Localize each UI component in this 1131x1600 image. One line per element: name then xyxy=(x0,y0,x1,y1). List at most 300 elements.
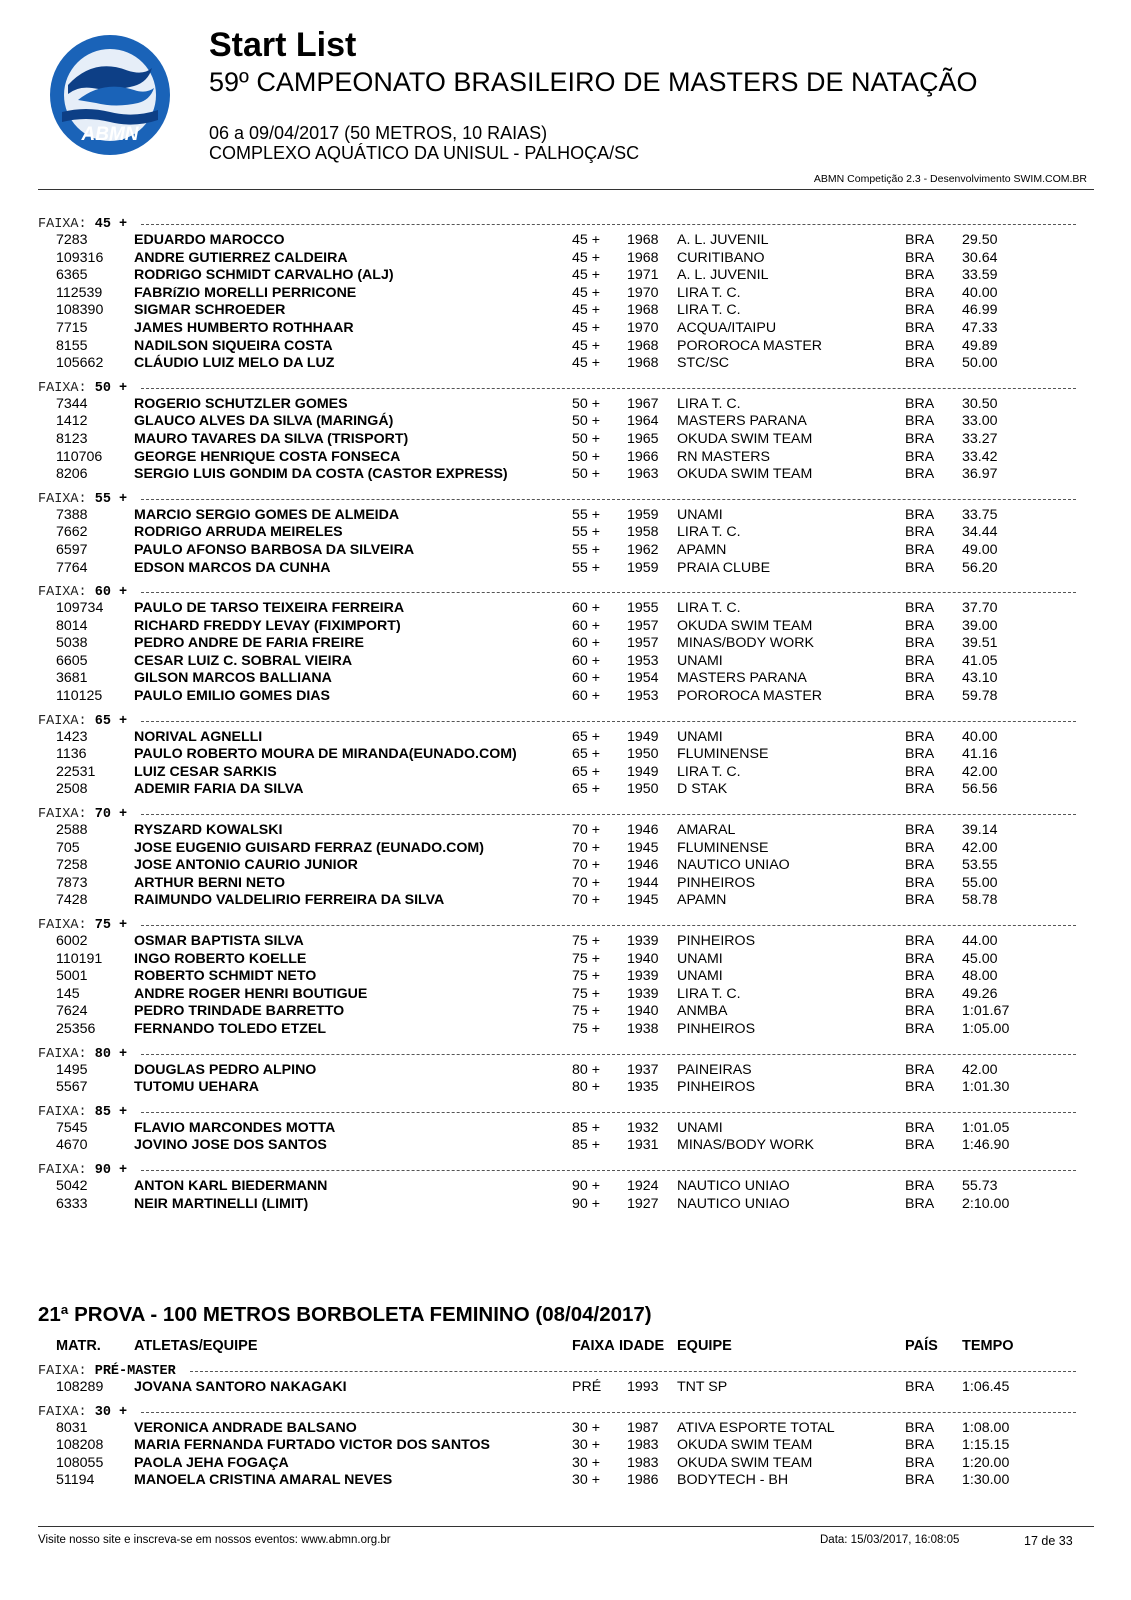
athlete-name: EDSON MARCOS DA CUNHA xyxy=(134,559,331,576)
age-group-value: 75 + xyxy=(94,918,128,933)
group-separator-line xyxy=(141,721,1076,722)
team-name: UNAMI xyxy=(677,506,723,523)
registration-number: 1495 xyxy=(56,1061,88,1078)
group-separator-line xyxy=(141,1054,1076,1055)
athlete-row xyxy=(0,688,1131,706)
athlete-age-group: 65 + xyxy=(572,746,601,763)
age-group-value: 55 + xyxy=(94,491,128,507)
athlete-row xyxy=(0,1437,1131,1455)
athlete-row xyxy=(0,507,1131,525)
country: BRA xyxy=(905,822,935,839)
entry-time: 55.73 xyxy=(962,1177,998,1194)
country: BRA xyxy=(905,355,935,372)
faixa-prefix: FAIXA: xyxy=(38,1404,87,1420)
athlete-name: ADEMIR FARIA DA SILVA xyxy=(134,781,304,798)
age-group-label xyxy=(38,492,127,507)
age-group-value: 70 + xyxy=(94,807,128,823)
athlete-age-group: 75 + xyxy=(572,968,601,985)
entry-time: 1:20.00 xyxy=(962,1454,1010,1471)
group-separator-line xyxy=(141,814,1076,815)
athlete-row xyxy=(0,413,1131,431)
country: BRA xyxy=(905,1177,935,1194)
registration-number: 8155 xyxy=(56,337,88,354)
athlete-name: PAULO DE TARSO TEIXEIRA FERREIRA xyxy=(134,600,405,617)
athlete-age-group: 30 + xyxy=(572,1472,601,1489)
athlete-age-group: 45 + xyxy=(572,267,601,284)
athlete-age-group: 30 + xyxy=(572,1419,601,1436)
athlete-row xyxy=(0,892,1131,910)
athlete-name: RICHARD FREDDY LEVAY (FIXIMPORT) xyxy=(134,617,401,634)
registration-number: 22531 xyxy=(56,763,96,780)
age-group-value: 80 + xyxy=(94,1046,128,1062)
registration-number: 110125 xyxy=(56,688,103,705)
col-header-tempo: TEMPO xyxy=(962,1338,1014,1354)
col-header-faixa: FAIXA xyxy=(572,1338,615,1354)
team-name: LIRA T. C. xyxy=(677,302,741,319)
athlete-age-group: 70 + xyxy=(572,874,601,891)
athlete-name: RODRIGO ARRUDA MEIRELES xyxy=(134,524,343,541)
registration-number: 6597 xyxy=(56,541,88,558)
entry-time: 56.20 xyxy=(962,559,998,576)
registration-number: 110706 xyxy=(56,448,103,465)
entry-time: 33.00 xyxy=(962,413,998,430)
group-separator-line xyxy=(141,388,1076,389)
event-venue: COMPLEXO AQUÁTICO DA UNISUL - PALHOÇA/SC xyxy=(209,143,640,163)
athlete-row xyxy=(0,1472,1131,1490)
team-name: NAUTICO UNIAO xyxy=(677,857,790,874)
abmn-logo xyxy=(48,30,173,160)
registration-number: 145 xyxy=(56,985,80,1002)
athlete-age-group: 60 + xyxy=(572,635,601,652)
athlete-row xyxy=(0,951,1131,969)
age-group-value: PRÉ-MASTER xyxy=(94,1364,176,1379)
birth-year: 1970 xyxy=(627,284,659,301)
age-group-header xyxy=(0,1047,1131,1062)
athlete-name: LUIZ CESAR SARKIS xyxy=(134,763,277,780)
registration-number: 108390 xyxy=(56,302,104,319)
country: BRA xyxy=(905,600,935,617)
entry-time: 1:05.00 xyxy=(962,1020,1010,1037)
age-group-header xyxy=(0,714,1131,729)
country: BRA xyxy=(905,950,935,967)
athlete-row xyxy=(0,431,1131,449)
country: BRA xyxy=(905,968,935,985)
team-name: RN MASTERS xyxy=(677,448,771,465)
athlete-name: NORIVAL AGNELLI xyxy=(134,728,263,745)
registration-number: 109316 xyxy=(56,249,104,266)
athlete-row xyxy=(0,822,1131,840)
registration-number: 112539 xyxy=(56,284,103,301)
athlete-row xyxy=(0,466,1131,484)
event-title: 21ª PROVA - 100 METROS BORBOLETA FEMININO (08/04/2017) xyxy=(38,1303,652,1326)
entry-time: 29.50 xyxy=(962,232,998,248)
team-name: NAUTICO UNIAO xyxy=(677,1177,790,1194)
athlete-row xyxy=(0,1137,1131,1155)
athlete-row xyxy=(0,1120,1131,1138)
entry-time: 42.00 xyxy=(962,1061,998,1078)
country: BRA xyxy=(905,1079,935,1096)
athlete-name: JAMES HUMBERTO ROTHHAAR xyxy=(134,319,354,336)
age-group-header xyxy=(0,217,1131,232)
col-header-athletes: ATLETAS/EQUIPE xyxy=(134,1338,258,1354)
athlete-name: NEIR MARTINELLI (LIMIT) xyxy=(134,1195,309,1212)
team-name: MASTERS PARANA xyxy=(677,670,807,687)
athlete-row xyxy=(0,1021,1131,1039)
registration-number: 8031 xyxy=(56,1419,88,1436)
registration-number: 7258 xyxy=(56,857,88,874)
faixa-prefix: FAIXA: xyxy=(38,1104,87,1120)
registration-number: 7764 xyxy=(56,559,88,576)
age-group-label xyxy=(38,1163,127,1178)
athlete-name: ARTHUR BERNI NETO xyxy=(134,874,286,891)
team-name: MASTERS PARANA xyxy=(677,413,807,430)
entry-time: 39.00 xyxy=(962,617,998,634)
team-name: UNAMI xyxy=(677,1119,723,1136)
group-separator-line xyxy=(141,499,1076,500)
faixa-prefix: FAIXA: xyxy=(38,1162,87,1178)
country: BRA xyxy=(905,506,935,523)
footer-date: Data: 15/03/2017, 16:08:05 xyxy=(820,1534,960,1546)
team-name: FLUMINENSE xyxy=(677,746,769,763)
athlete-age-group: 55 + xyxy=(572,559,601,576)
group-separator-line xyxy=(190,1371,1076,1372)
logo-text: ABMN xyxy=(81,124,139,145)
country: BRA xyxy=(905,985,935,1002)
athlete-age-group: 75 + xyxy=(572,950,601,967)
country: BRA xyxy=(905,1472,935,1489)
athlete-row xyxy=(0,302,1131,320)
athlete-row xyxy=(0,285,1131,303)
entry-time: 33.27 xyxy=(962,430,998,447)
age-group-header xyxy=(0,492,1131,507)
athlete-row xyxy=(0,1062,1131,1080)
birth-year: 1993 xyxy=(627,1379,659,1395)
athlete-row xyxy=(0,396,1131,414)
athlete-age-group: 80 + xyxy=(572,1061,601,1078)
group-separator-line xyxy=(141,1412,1076,1413)
registration-number: 109734 xyxy=(56,600,104,617)
country: BRA xyxy=(905,448,935,465)
country: BRA xyxy=(905,1020,935,1037)
athlete-row xyxy=(0,875,1131,893)
faixa-prefix: FAIXA: xyxy=(38,1046,87,1062)
faixa-prefix: FAIXA: xyxy=(38,217,87,232)
athlete-row xyxy=(0,600,1131,618)
event-dates: 06 a 09/04/2017 (50 METROS, 10 RAIAS) xyxy=(209,123,548,143)
team-name: NAUTICO UNIAO xyxy=(677,1195,790,1212)
col-header-matr: MATR. xyxy=(56,1338,101,1354)
athlete-row xyxy=(0,857,1131,875)
entry-time: 1:01.05 xyxy=(962,1119,1010,1136)
athlete-name: PEDRO ANDRE DE FARIA FREIRE xyxy=(134,635,364,652)
country: BRA xyxy=(905,1379,935,1395)
athlete-name: VERONICA ANDRADE BALSANO xyxy=(134,1419,357,1436)
entry-time: 59.78 xyxy=(962,688,998,705)
country: BRA xyxy=(905,839,935,856)
team-name: UNAMI xyxy=(677,968,723,985)
registration-number: 2508 xyxy=(56,781,88,798)
team-name: TNT SP xyxy=(677,1379,728,1395)
birth-year: 1963 xyxy=(627,466,659,483)
registration-number: 51194 xyxy=(56,1472,95,1489)
team-name: UNAMI xyxy=(677,728,723,745)
registration-number: 6002 xyxy=(56,933,88,949)
age-group-header xyxy=(0,381,1131,396)
birth-year: 1987 xyxy=(627,1419,659,1436)
country: BRA xyxy=(905,1437,935,1454)
birth-year: 1964 xyxy=(627,413,659,430)
athlete-row xyxy=(0,968,1131,986)
team-name: A. L. JUVENIL xyxy=(677,267,769,284)
athlete-age-group: 65 + xyxy=(572,763,601,780)
country: BRA xyxy=(905,466,935,483)
country: BRA xyxy=(905,728,935,745)
entry-time: 47.33 xyxy=(962,319,998,336)
athlete-name: FLAVIO MARCONDES MOTTA xyxy=(134,1119,336,1136)
athlete-age-group: 90 + xyxy=(572,1195,601,1212)
athlete-age-group: 45 + xyxy=(572,355,601,372)
registration-number: 2588 xyxy=(56,822,88,839)
athlete-age-group: 65 + xyxy=(572,781,601,798)
athlete-age-group: 55 + xyxy=(572,541,601,558)
athlete-row xyxy=(0,764,1131,782)
entry-time: 1:01.30 xyxy=(962,1079,1010,1096)
birth-year: 1950 xyxy=(627,781,659,798)
page-number: 17 de 33 xyxy=(1024,1534,1073,1548)
athlete-name: OSMAR BAPTISTA SILVA xyxy=(134,933,304,949)
registration-number: 705 xyxy=(56,839,80,856)
registration-number: 5567 xyxy=(56,1079,88,1096)
birth-year: 1968 xyxy=(627,249,659,266)
athlete-age-group: 90 + xyxy=(572,1177,601,1194)
birth-year: 1983 xyxy=(627,1454,659,1471)
entry-time: 1:15.15 xyxy=(962,1437,1010,1454)
age-group-label xyxy=(38,1405,127,1420)
athlete-row xyxy=(0,267,1131,285)
col-header-equipe: EQUIPE xyxy=(677,1338,732,1354)
country: BRA xyxy=(905,763,935,780)
entry-time: 50.00 xyxy=(962,355,998,372)
registration-number: 108055 xyxy=(56,1454,104,1471)
birth-year: 1971 xyxy=(627,267,659,284)
athlete-row xyxy=(0,1196,1131,1214)
registration-number: 6333 xyxy=(56,1195,88,1212)
group-spacer xyxy=(0,1397,1131,1405)
age-group-label xyxy=(38,1364,176,1379)
team-name: LIRA T. C. xyxy=(677,600,741,617)
athlete-name: DOUGLAS PEDRO ALPINO xyxy=(134,1061,317,1078)
group-spacer xyxy=(0,706,1131,714)
athlete-row xyxy=(0,746,1131,764)
athlete-name: FABRíZIO MORELLI PERRICONE xyxy=(134,284,357,301)
birth-year: 1939 xyxy=(627,968,659,985)
entry-time: 48.00 xyxy=(962,968,998,985)
athlete-name: GILSON MARCOS BALLIANA xyxy=(134,670,332,687)
athlete-age-group: 75 + xyxy=(572,1003,601,1020)
birth-year: 1946 xyxy=(627,857,659,874)
team-name: APAMN xyxy=(677,541,727,558)
athlete-name: CLÁUDIO LUIZ MELO DA LUZ xyxy=(134,355,335,372)
entry-time: 42.00 xyxy=(962,839,998,856)
athlete-name: ROGERIO SCHUTZLER GOMES xyxy=(134,395,348,412)
birth-year: 1957 xyxy=(627,617,659,634)
athlete-row xyxy=(0,524,1131,542)
athlete-row xyxy=(0,1420,1131,1438)
page-title: Start List xyxy=(209,26,357,64)
birth-year: 1986 xyxy=(627,1472,659,1489)
athlete-age-group: 50 + xyxy=(572,466,601,483)
team-name: CURITIBANO xyxy=(677,249,765,266)
athlete-row xyxy=(0,840,1131,858)
birth-year: 1931 xyxy=(627,1137,659,1154)
team-name: OKUDA SWIM TEAM xyxy=(677,1437,813,1454)
athlete-name: ANTON KARL BIEDERMANN xyxy=(134,1177,328,1194)
entry-time: 33.59 xyxy=(962,267,998,284)
country: BRA xyxy=(905,670,935,687)
athlete-name: PAULO EMILIO GOMES DIAS xyxy=(134,688,331,705)
faixa-prefix: FAIXA: xyxy=(38,585,87,601)
entry-time: 37.70 xyxy=(962,600,998,617)
group-separator-line xyxy=(141,592,1076,593)
country: BRA xyxy=(905,430,935,447)
country: BRA xyxy=(905,1195,935,1212)
athlete-name: ANDRE ROGER HENRI BOUTIGUE xyxy=(134,985,368,1002)
registration-number: 108208 xyxy=(56,1437,104,1454)
country: BRA xyxy=(905,874,935,891)
age-group-label xyxy=(38,1105,127,1120)
athlete-age-group: 45 + xyxy=(572,232,601,248)
athlete-name: NADILSON SIQUEIRA COSTA xyxy=(134,337,333,354)
team-name: ATIVA ESPORTE TOTAL xyxy=(677,1419,835,1436)
registration-number: 7662 xyxy=(56,524,88,541)
team-name: OKUDA SWIM TEAM xyxy=(677,617,813,634)
athlete-age-group: 60 + xyxy=(572,600,601,617)
team-name: PRAIA CLUBE xyxy=(677,559,771,576)
team-name: UNAMI xyxy=(677,652,723,669)
birth-year: 1940 xyxy=(627,950,659,967)
team-name: UNAMI xyxy=(677,950,723,967)
entry-time: 36.97 xyxy=(962,466,998,483)
country: BRA xyxy=(905,302,935,319)
entry-time: 45.00 xyxy=(962,950,998,967)
faixa-prefix: FAIXA: xyxy=(38,807,87,823)
birth-year: 1950 xyxy=(627,746,659,763)
athlete-age-group: 45 + xyxy=(572,284,601,301)
entry-time: 49.26 xyxy=(962,985,998,1002)
team-name: MINAS/BODY WORK xyxy=(677,635,814,652)
athlete-row xyxy=(0,542,1131,560)
country: BRA xyxy=(905,524,935,541)
athlete-age-group: 45 + xyxy=(572,302,601,319)
entry-time: 40.00 xyxy=(962,728,998,745)
athlete-name: PAULO ROBERTO MOURA DE MIRANDA(EUNADO.COM) xyxy=(134,746,517,763)
registration-number: 7388 xyxy=(56,506,88,523)
team-name: LIRA T. C. xyxy=(677,524,741,541)
group-spacer xyxy=(0,484,1131,492)
entry-time: 2:10.00 xyxy=(962,1195,1010,1212)
entry-time: 46.99 xyxy=(962,302,998,319)
athlete-name: EDUARDO MAROCCO xyxy=(134,232,285,248)
faixa-prefix: FAIXA: xyxy=(38,1364,87,1379)
entry-time: 42.00 xyxy=(962,763,998,780)
country: BRA xyxy=(905,635,935,652)
group-spacer xyxy=(0,577,1131,585)
country: BRA xyxy=(905,781,935,798)
entry-time: 1:01.67 xyxy=(962,1003,1010,1020)
birth-year: 1944 xyxy=(627,874,659,891)
entry-time: 55.00 xyxy=(962,874,998,891)
athlete-age-group: 30 + xyxy=(572,1437,601,1454)
country: BRA xyxy=(905,395,935,412)
col-header-pais: PAÍS xyxy=(905,1338,938,1354)
athlete-row xyxy=(0,618,1131,636)
registration-number: 7283 xyxy=(56,232,88,248)
age-group-label xyxy=(38,918,127,933)
age-group-header xyxy=(0,1105,1131,1120)
faixa-prefix: FAIXA: xyxy=(38,713,87,729)
age-group-header xyxy=(0,807,1131,822)
athlete-row xyxy=(0,1178,1131,1196)
athlete-name: JOSE EUGENIO GUISARD FERRAZ (EUNADO.COM) xyxy=(134,839,484,856)
age-group-label xyxy=(38,585,127,600)
entry-time: 56.56 xyxy=(962,781,998,798)
team-name: LIRA T. C. xyxy=(677,395,741,412)
athlete-age-group: 55 + xyxy=(572,506,601,523)
age-group-label xyxy=(38,1047,127,1062)
faixa-prefix: FAIXA: xyxy=(38,491,87,507)
registration-number: 1136 xyxy=(56,746,87,763)
country: BRA xyxy=(905,617,935,634)
athlete-row xyxy=(0,933,1131,951)
athlete-name: MARCIO SERGIO GOMES DE ALMEIDA xyxy=(134,506,400,523)
team-name: OKUDA SWIM TEAM xyxy=(677,1454,813,1471)
athlete-row xyxy=(0,355,1131,373)
athlete-age-group: 85 + xyxy=(572,1137,601,1154)
faixa-prefix: FAIXA: xyxy=(38,380,87,396)
athlete-name: FERNANDO TOLEDO ETZEL xyxy=(134,1020,327,1037)
birth-year: 1958 xyxy=(627,524,659,541)
age-group-header xyxy=(0,1405,1131,1420)
athlete-name: PEDRO TRINDADE BARRETTO xyxy=(134,1003,345,1020)
team-name: D STAK xyxy=(677,781,728,798)
team-name: A. L. JUVENIL xyxy=(677,232,769,248)
athlete-name: SERGIO LUIS GONDIM DA COSTA (CASTOR EXPRESS) xyxy=(134,466,508,483)
athlete-age-group: 65 + xyxy=(572,728,601,745)
athlete-name: GEORGE HENRIQUE COSTA FONSECA xyxy=(134,448,401,465)
birth-year: 1940 xyxy=(627,1003,659,1020)
birth-year: 1970 xyxy=(627,319,659,336)
entry-time: 1:08.00 xyxy=(962,1419,1010,1436)
birth-year: 1946 xyxy=(627,822,659,839)
age-group-value: 90 + xyxy=(94,1162,128,1178)
age-group-label xyxy=(38,217,127,232)
athlete-name: RODRIGO SCHMIDT CARVALHO (ALJ) xyxy=(134,267,394,284)
entry-time: 33.75 xyxy=(962,506,998,523)
entry-time: 30.64 xyxy=(962,249,998,266)
birth-year: 1968 xyxy=(627,302,659,319)
group-spacer xyxy=(0,910,1131,918)
athlete-name: CESAR LUIZ C. SOBRAL VIEIRA xyxy=(134,652,353,669)
birth-year: 1968 xyxy=(627,337,659,354)
team-name: PINHEIROS xyxy=(677,1079,756,1096)
team-name: PINHEIROS xyxy=(677,933,756,949)
athlete-age-group: 60 + xyxy=(572,688,601,705)
group-separator-line xyxy=(141,224,1076,225)
country: BRA xyxy=(905,1137,935,1154)
athlete-row xyxy=(0,1079,1131,1097)
team-name: LIRA T. C. xyxy=(677,284,741,301)
birth-year: 1939 xyxy=(627,933,659,949)
